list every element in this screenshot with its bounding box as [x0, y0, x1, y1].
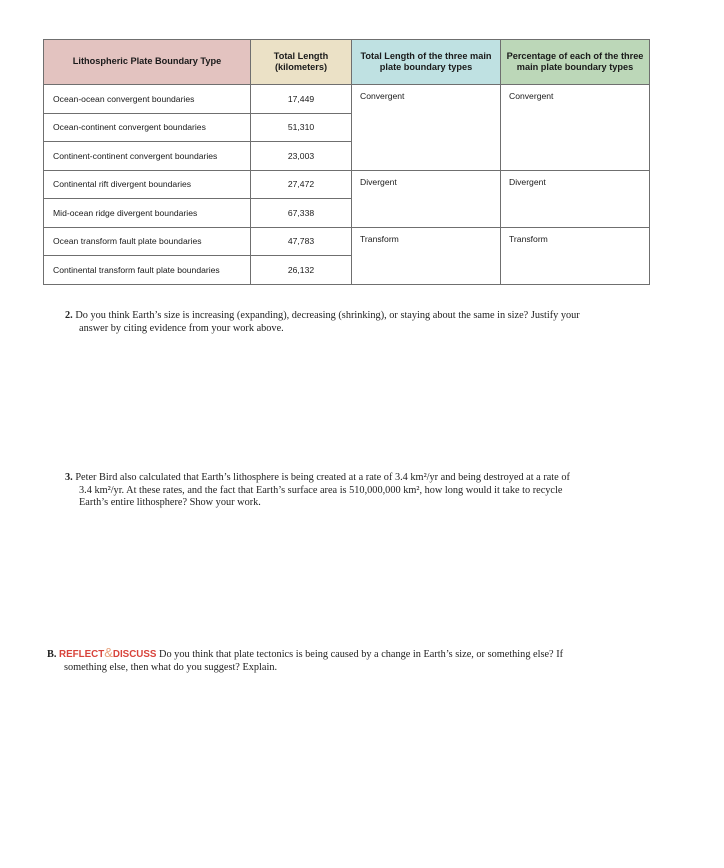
divergent-percent-cell[interactable]: Divergent [501, 170, 650, 227]
boundary-type-cell: Ocean-continent convergent boundaries [44, 113, 251, 142]
length-cell: 51,310 [251, 113, 352, 142]
boundary-type-cell: Mid-ocean ridge divergent boundaries [44, 199, 251, 228]
boundary-type-cell: Continental transform fault plate boundaries [44, 256, 251, 285]
length-cell: 17,449 [251, 85, 352, 114]
header-total-length: Total Length (kilometers) [251, 40, 352, 85]
plate-boundary-table [43, 39, 650, 285]
reflect-line-1: Do you think that plate tectonics is being caused by a change in Earth’s size, or something else? If [159, 649, 564, 660]
table-row [44, 85, 650, 114]
boundary-type-cell: Continental rift divergent boundaries [44, 170, 251, 199]
boundary-type-cell: Continent-continent convergent boundaries [44, 142, 251, 171]
convergent-percent-cell[interactable]: Convergent [501, 85, 650, 171]
question-2 [65, 310, 685, 335]
question-3-line-2: 3.4 km²/yr. At these rates, and the fact that Earth’s surface area is 510,000,000 km², how long would it take to recycle [79, 484, 563, 496]
boundary-type-cell: Ocean-ocean convergent boundaries [44, 85, 251, 114]
header-percentage: Percentage of each of the three main plate boundary types [501, 40, 650, 85]
discuss-label: DISCUSS [112, 649, 157, 660]
question-3-number: 3. [65, 472, 73, 483]
convergent-total-cell[interactable]: Convergent [352, 85, 501, 171]
question-2-line-1: Do you think Earth’s size is increasing (expanding), decreasing (shrinking), or staying about the same in size? Justify your [75, 310, 580, 321]
question-3-line-1: Peter Bird also calculated that Earth’s lithosphere is being created at a rate of 3.4 km²/yr and being destroyed at a rate of [75, 472, 570, 483]
table-row [44, 227, 650, 256]
question-2-number: 2. [65, 310, 73, 321]
section-b-letter: B. [47, 649, 57, 660]
length-cell: 26,132 [251, 256, 352, 285]
question-3 [65, 472, 685, 510]
transform-percent-cell[interactable]: Transform [501, 227, 650, 284]
header-main-type-length: Total Length of the three main plate boundary types [352, 40, 501, 85]
question-2-line-2: answer by citing evidence from your work above. [79, 322, 284, 334]
length-cell: 23,003 [251, 142, 352, 171]
divergent-total-cell[interactable]: Divergent [352, 170, 501, 227]
transform-total-cell[interactable]: Transform [352, 227, 501, 284]
length-cell: 27,472 [251, 170, 352, 199]
length-cell: 67,338 [251, 199, 352, 228]
ampersand-glyph: & [104, 645, 113, 660]
reflect-label: REFLECT [59, 649, 105, 660]
header-boundary-type: Lithospheric Plate Boundary Type [44, 40, 251, 85]
table-row [44, 170, 650, 199]
length-cell: 47,783 [251, 227, 352, 256]
reflect-discuss-section [47, 647, 687, 674]
boundary-type-cell: Ocean transform fault plate boundaries [44, 227, 251, 256]
reflect-line-2: something else, then what do you suggest? Explain. [64, 661, 278, 673]
question-3-line-3: Earth’s entire lithosphere? Show your work. [79, 497, 261, 509]
table-header-row [44, 40, 650, 85]
